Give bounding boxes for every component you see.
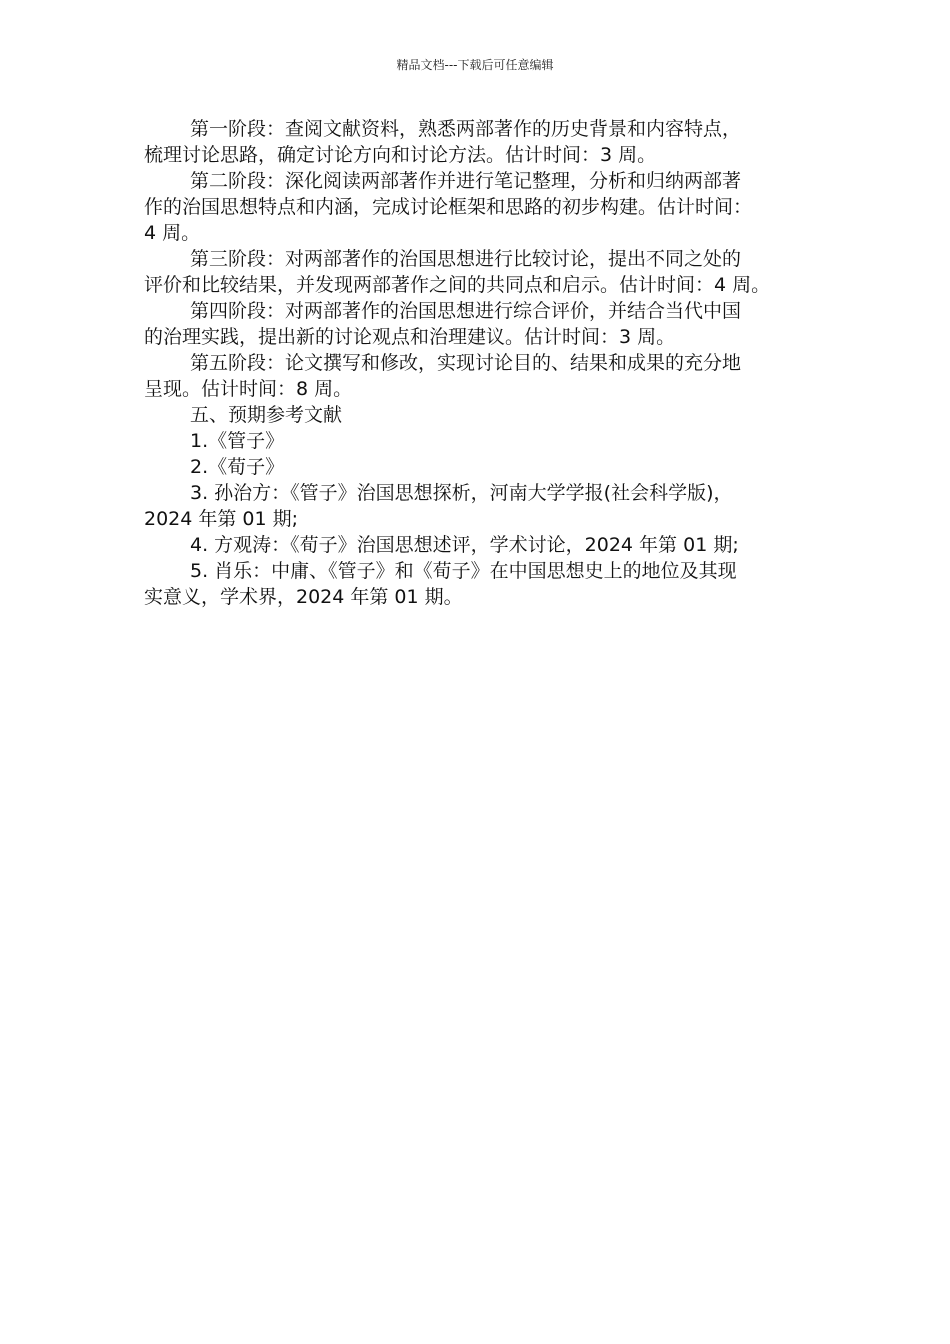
stage-5-line-1: 第五阶段：论文撰写和修改，实现讨论目的、结果和成果的充分地 — [190, 352, 742, 374]
stage-3-line-2: 评价和比较结果，并发现两部著作之间的共同点和启示。估计时间：4 周。 — [144, 274, 771, 296]
stage-3-line-1: 第三阶段：对两部著作的治国思想进行比较讨论，提出不同之处的 — [190, 248, 742, 270]
reference-2-line-1: 2.《荀子》 — [190, 456, 285, 478]
stage-2-line-3: 4 周。 — [144, 222, 201, 244]
stage-2-line-2: 作的治国思想特点和内涵，完成讨论框架和思路的初步构建。估计时间： — [144, 196, 753, 218]
references-section-title — [144, 402, 820, 428]
section-title-text: 五、预期参考文献 — [190, 404, 343, 426]
reference-2 — [144, 454, 820, 480]
stage-2-line-1: 第二阶段：深化阅读两部著作并进行笔记整理，分析和归纳两部著 — [190, 170, 742, 192]
reference-4 — [144, 532, 820, 558]
reference-5 — [144, 558, 820, 610]
stage-5-paragraph — [144, 350, 820, 402]
reference-4-line-1: 4. 方观涛：《荀子》治国思想述评，学术讨论，2024 年第 01 期; — [190, 534, 739, 556]
reference-1 — [144, 428, 820, 454]
reference-5-line-2: 实意义，学术界，2024 年第 01 期。 — [144, 586, 463, 608]
reference-3 — [144, 480, 820, 532]
reference-1-line-1: 1.《管子》 — [190, 430, 285, 452]
stage-5-line-2: 呈现。估计时间：8 周。 — [144, 378, 353, 400]
stage-4-line-2: 的治理实践，提出新的讨论观点和治理建议。估计时间：3 周。 — [144, 326, 676, 348]
document-body — [144, 116, 820, 610]
stage-3-paragraph — [144, 246, 820, 298]
stage-2-paragraph — [144, 168, 820, 246]
stage-1-line-2: 梳理讨论思路，确定讨论方向和讨论方法。估计时间：3 周。 — [144, 144, 657, 166]
reference-3-line-2: 2024 年第 01 期; — [144, 508, 299, 530]
stage-1-line-1: 第一阶段：查阅文献资料，熟悉两部著作的历史背景和内容特点， — [190, 118, 742, 140]
stage-4-paragraph — [144, 298, 820, 350]
reference-5-line-1: 5. 肖乐：中庸、《管子》和《荀子》在中国思想史上的地位及其现 — [190, 560, 737, 582]
stage-1-paragraph — [144, 116, 820, 168]
page-header: 精品文档---下载后可任意编辑 — [396, 58, 554, 72]
reference-3-line-1: 3. 孙治方：《管子》治国思想探析，河南大学学报(社会科学版)， — [190, 482, 733, 504]
stage-4-line-1: 第四阶段：对两部著作的治国思想进行综合评价，并结合当代中国 — [190, 300, 742, 322]
